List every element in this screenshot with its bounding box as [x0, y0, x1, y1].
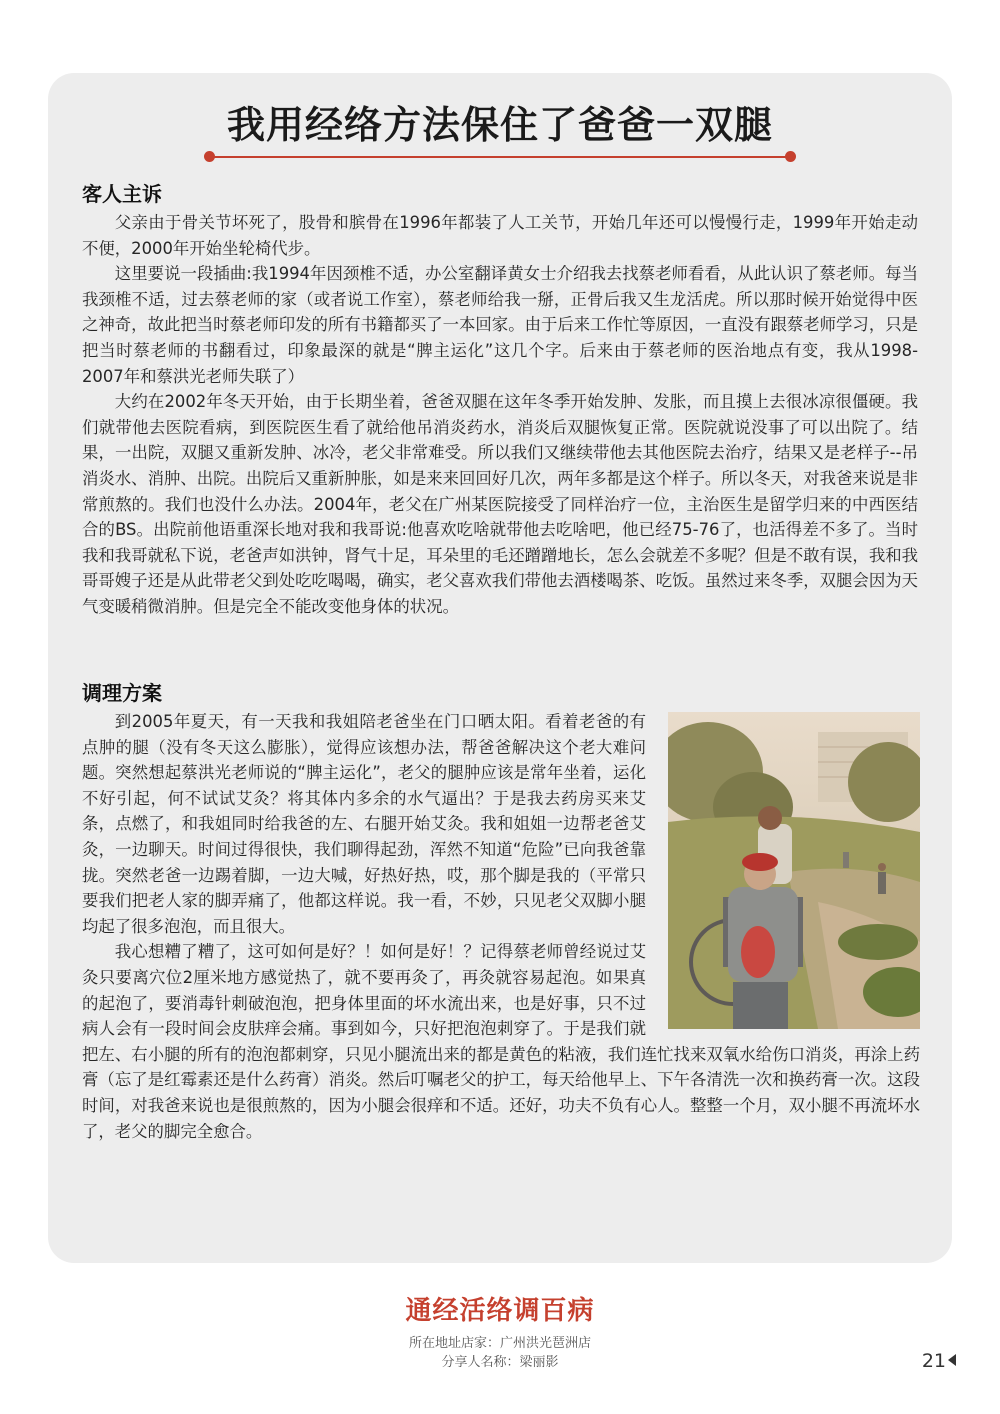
paragraph: 父亲由于骨关节坏死了，股骨和膑骨在1996年都装了人工关节，开始几年还可以慢慢行走，1999年开始走动不便，2000年开始坐轮椅代步。	[82, 213, 918, 258]
page-marker-icon	[948, 1354, 956, 1366]
section-complaint-body	[82, 210, 918, 620]
paragraph: 我心想糟了糟了，这可如何是好？！如何是好！？记得蔡老师曾经说过艾灸只要离穴位2厘米地方感觉热了，就不要再灸了，再灸就容易起泡。如果真的起泡了，要消毒针刺破泡泡，把身体里面的坏水流出来，也是好事，只不过病人会有一段时间会皮肤痒会痛。事到如今，只好把泡泡刺穿了。于是我们就把左、右小腿的所有的泡泡都刺穿，只见小腿流出来的都是黄色的粘液，我们连忙找来双氧水给伤口消炎，再涂上药膏（忘了是红霉素还是什么药膏）消炎。然后叮嘱老父的护工，每天给他早上、下午各清洗一次和换药膏一次。这段时间，对我爸来说也是很煎熬的，因为小腿会很痒和不适。还好，功夫不负有心人。整整一个月，双小腿不再流坏水了，老父的脚完全愈合。	[82, 942, 920, 1141]
footer-address: 所在地址店家：广州洪光琶洲店	[408, 1336, 591, 1351]
footer-sharer: 分享人名称：梁丽影	[441, 1355, 559, 1370]
section-heading-complaint: 客人主诉	[82, 182, 162, 206]
title-underline-right-dot	[785, 151, 796, 162]
section-heading-plan: 调理方案	[82, 681, 162, 705]
paragraph: 大约在2002年冬天开始，由于长期坐着，爸爸双腿在这年冬季开始发肿、发胀，而且摸上去很冰凉很僵硬。我们就带他去医院看病，到医院医生看了就给他吊消炎药水，消炎后双腿恢复正常。医院就说没事了可以出院了。结果，一出院，双腿又重新发肿、冰冷，老父非常难受。所以我们又继续带他去其他医院去治疗，结果又是老样子--吊消炎水、消肿、出院。出院后又重新肿胀，如是来来回回好几次，两年多都是这个样子。所以冬天，对我爸来说是非常煎熬的。我们也没什么办法。2004年，老父在广州某医院接受了同样治疗一位，主治医生是留学归来的中西医结合的BS。出院前他语重深长地对我和我哥说:他喜欢吃啥就带他去吃啥吧，他已经75-76了，也活得差不多了。当时我和我哥就私下说，老爸声如洪钟，肾气十足，耳朵里的毛还蹭蹭地长，怎么会就差不多呢？但是不敢有误，我和我哥哥嫂子还是从此带老父到处吃吃喝喝，确实，老父喜欢我们带他去酒楼喝茶、吃饭。虽然过来冬季，双腿会因为天气变暖稍微消肿。但是完全不能改变他身体的状况。	[82, 392, 918, 616]
section-plan-body	[82, 709, 920, 1144]
family-photo-illustration	[668, 712, 920, 1029]
page-number	[922, 1350, 956, 1372]
paragraph: 这里要说一段插曲:我1994年因颈椎不适，办公室翻译黄女士介绍我去找蔡老师看看，从此认识了蔡老师。每当我颈椎不适，过去蔡老师的家（或者说工作室），蔡老师给我一掰，正骨后我又生龙活虎。所以那时候开始觉得中医之神奇，故此把当时蔡老师印发的所有书籍都买了一本回家。由于后来工作忙等原因，一直没有跟蔡老师学习，只是把当时蔡老师的书翻看过，印象最深的就是“脾主运化”这几个字。后来由于蔡老师的医治地点有变，我从1998-2007年和蔡洪光老师失联了）	[82, 264, 918, 386]
title-underline-left-dot	[204, 151, 215, 162]
title-underline	[210, 156, 790, 158]
page-number-text: 21	[921, 1350, 946, 1372]
footer-slogan: 通经活络调百病	[405, 1296, 595, 1326]
family-photo	[668, 712, 920, 1029]
page-title: 我用经络方法保住了爸爸一双腿	[226, 103, 773, 147]
paragraph: 到2005年夏天，有一天我和我姐陪老爸坐在门口晒太阳。看着老爸的有点肿的腿（没有冬天这么膨胀），觉得应该想办法，帮爸爸解决这个老大难问题。突然想起蔡洪光老师说的“脾主运化”，老父的腿肿应该是常年坐着，运化不好引起，何不试试艾灸？将其体内多余的水气逼出？于是我去药房买来艾条，点燃了，和我姐同时给我爸的左、右腿开始艾灸。我和姐姐一边帮老爸艾灸，一边聊天。时间过得很快，我们聊得起劲，浑然不知道“危险”已向我爸靠拢。突然老爸一边踢着脚，一边大喊，好热好热，哎，那个脚是我的（平常只要我们把老人家的脚弄痛了，他都这样说。我一看，不妙，只见老父双脚小腿均起了很多泡泡，而且很大。	[82, 712, 646, 936]
